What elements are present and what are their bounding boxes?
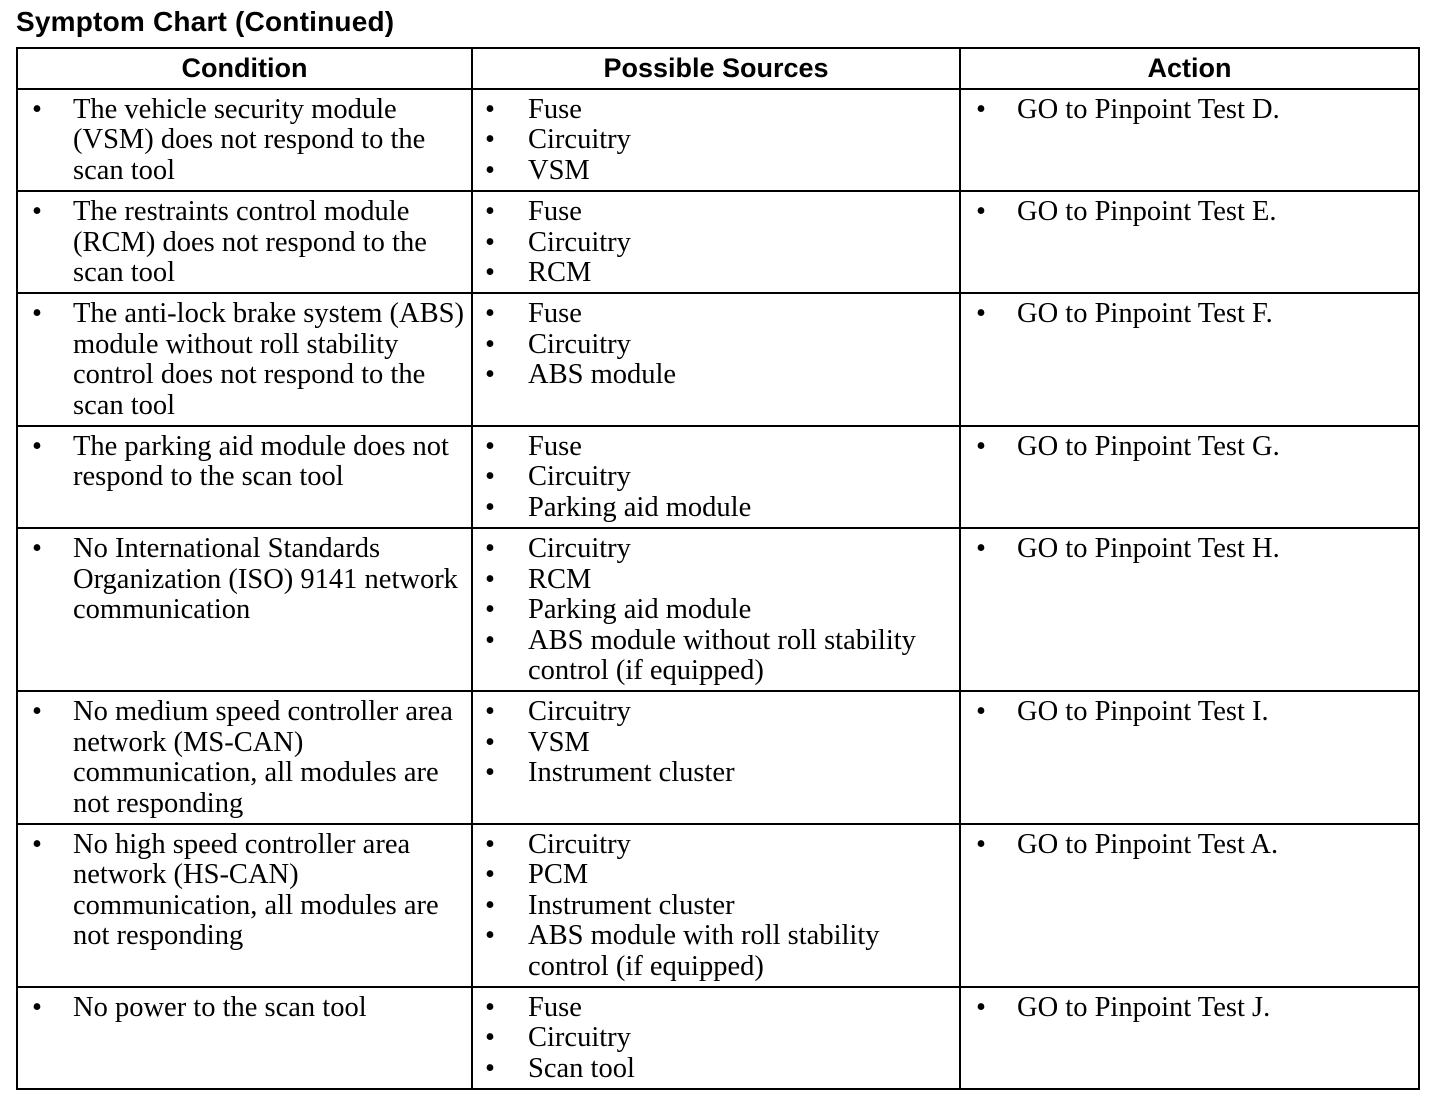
sources-cell: [472, 293, 960, 426]
bullet-icon: •: [485, 828, 495, 860]
action-cell: [960, 426, 1419, 528]
source-text: ABS module: [528, 359, 677, 391]
action-cell: [960, 89, 1419, 191]
bullet-icon: •: [485, 94, 495, 125]
sources-list: [473, 299, 959, 390]
source-list-item: [473, 493, 959, 523]
condition-list: [18, 697, 471, 819]
bullet-icon: •: [485, 1052, 495, 1084]
bullet-icon: •: [485, 196, 495, 228]
source-text: VSM: [528, 154, 590, 186]
action-list-item: [961, 197, 1418, 227]
bullet-icon: •: [976, 991, 986, 1023]
source-list-item: [473, 299, 959, 329]
condition-list: [18, 993, 471, 1023]
bullet-icon: •: [976, 533, 986, 565]
source-text: ABS module with roll stability control (if equipped): [528, 920, 880, 982]
action-list: [961, 95, 1418, 125]
condition-text: The restraints control module (RCM) does not respond to the scan tool: [73, 196, 427, 289]
bullet-icon: •: [32, 196, 42, 228]
condition-cell: [17, 528, 472, 691]
table-header-row: [17, 48, 1419, 89]
header-action: Action: [960, 48, 1419, 89]
bullet-icon: •: [485, 859, 495, 891]
bullet-icon: •: [32, 298, 42, 330]
source-text: Parking aid module: [528, 594, 752, 626]
sources-cell: [472, 824, 960, 987]
action-list: [961, 432, 1418, 462]
condition-cell: [17, 89, 472, 191]
source-list-item: [473, 595, 959, 625]
action-list: [961, 197, 1418, 227]
table-row: [17, 691, 1419, 824]
action-cell: [960, 987, 1419, 1089]
condition-list-item: [18, 993, 471, 1023]
source-list-item: [473, 462, 959, 492]
action-cell: [960, 191, 1419, 293]
bullet-icon: •: [485, 491, 495, 523]
sources-cell: [472, 528, 960, 691]
action-list: [961, 299, 1418, 329]
source-text: Parking aid module: [528, 491, 752, 523]
header-possible-sources: Possible Sources: [472, 48, 960, 89]
condition-cell: [17, 691, 472, 824]
source-list-item: [473, 860, 959, 890]
source-text: RCM: [528, 257, 592, 289]
bullet-icon: •: [485, 594, 495, 626]
bullet-icon: •: [485, 298, 495, 330]
source-text: VSM: [528, 726, 590, 758]
bullet-icon: •: [485, 533, 495, 565]
sources-cell: [472, 691, 960, 824]
action-list: [961, 830, 1418, 860]
condition-cell: [17, 191, 472, 293]
condition-list-item: [18, 697, 471, 819]
action-list-item: [961, 697, 1418, 727]
condition-text: No high speed controller area network (HS-CAN) communication, all modules are not responding: [73, 828, 439, 952]
action-list-item: [961, 299, 1418, 329]
source-text: Fuse: [528, 94, 582, 125]
action-text: GO to Pinpoint Test F.: [1017, 298, 1273, 330]
condition-list-item: [18, 432, 471, 493]
source-list-item: [473, 1023, 959, 1053]
bullet-icon: •: [976, 828, 986, 860]
bullet-icon: •: [485, 431, 495, 463]
bullet-icon: •: [485, 154, 495, 186]
bullet-icon: •: [485, 328, 495, 360]
source-text: Scan tool: [528, 1052, 635, 1084]
sources-list: [473, 432, 959, 523]
sources-cell: [472, 426, 960, 528]
condition-list: [18, 95, 471, 186]
table-row: [17, 426, 1419, 528]
source-list-item: [473, 830, 959, 860]
source-text: RCM: [528, 563, 592, 595]
sources-cell: [472, 191, 960, 293]
bullet-icon: •: [976, 431, 986, 463]
source-text: Fuse: [528, 196, 582, 228]
source-text: Fuse: [528, 431, 582, 463]
condition-list: [18, 830, 471, 952]
source-text: Circuitry: [528, 226, 631, 258]
source-text: PCM: [528, 859, 589, 891]
bullet-icon: •: [485, 563, 495, 595]
table-row: [17, 293, 1419, 426]
bullet-icon: •: [485, 226, 495, 258]
source-list-item: [473, 534, 959, 564]
source-list-item: [473, 125, 959, 155]
bullet-icon: •: [485, 124, 495, 156]
action-cell: [960, 824, 1419, 987]
source-text: Instrument cluster: [528, 757, 735, 789]
condition-cell: [17, 293, 472, 426]
table-row: [17, 987, 1419, 1089]
condition-list-item: [18, 830, 471, 952]
action-cell: [960, 528, 1419, 691]
bullet-icon: •: [485, 696, 495, 728]
bullet-icon: •: [976, 298, 986, 330]
bullet-icon: •: [485, 1022, 495, 1054]
bullet-icon: •: [485, 461, 495, 493]
table-row: [17, 528, 1419, 691]
source-list-item: [473, 697, 959, 727]
condition-list-item: [18, 95, 471, 186]
condition-cell: [17, 426, 472, 528]
source-list-item: [473, 891, 959, 921]
condition-list: [18, 197, 471, 288]
bullet-icon: •: [485, 920, 495, 952]
sources-list: [473, 993, 959, 1084]
condition-text: The vehicle security module (VSM) does not respond to the scan tool: [73, 94, 426, 186]
source-list-item: [473, 1054, 959, 1084]
table-row: [17, 89, 1419, 191]
header-condition: Condition: [17, 48, 472, 89]
sources-list: [473, 697, 959, 788]
action-cell: [960, 293, 1419, 426]
action-text: GO to Pinpoint Test E.: [1017, 196, 1277, 228]
action-list-item: [961, 432, 1418, 462]
action-list: [961, 993, 1418, 1023]
source-list-item: [473, 993, 959, 1023]
action-text: GO to Pinpoint Test H.: [1017, 533, 1280, 565]
bullet-icon: •: [32, 828, 42, 860]
source-text: Circuitry: [528, 696, 631, 728]
sources-list: [473, 830, 959, 982]
action-text: GO to Pinpoint Test I.: [1017, 696, 1269, 728]
source-text: Circuitry: [528, 828, 631, 860]
condition-text: The parking aid module does not respond to the scan tool: [73, 431, 449, 493]
condition-list-item: [18, 534, 471, 625]
bullet-icon: •: [32, 991, 42, 1023]
condition-list-item: [18, 197, 471, 288]
symptom-chart-table: [16, 47, 1420, 1090]
action-list-item: [961, 534, 1418, 564]
condition-text: No International Standards Organization (ISO) 9141 network communication: [73, 533, 458, 626]
table-body: [17, 89, 1419, 1089]
source-text: Circuitry: [528, 124, 631, 156]
source-text: Circuitry: [528, 533, 631, 565]
source-text: Circuitry: [528, 461, 631, 493]
source-list-item: [473, 197, 959, 227]
action-list-item: [961, 830, 1418, 860]
sources-cell: [472, 89, 960, 191]
bullet-icon: •: [485, 359, 495, 391]
bullet-icon: •: [485, 991, 495, 1023]
source-text: Fuse: [528, 991, 582, 1023]
bullet-icon: •: [976, 196, 986, 228]
action-list-item: [961, 95, 1418, 125]
source-list-item: [473, 258, 959, 288]
table-row: [17, 824, 1419, 987]
action-list-item: [961, 993, 1418, 1023]
source-list-item: [473, 330, 959, 360]
condition-cell: [17, 824, 472, 987]
bullet-icon: •: [32, 431, 42, 463]
condition-text: No medium speed controller area network (MS-CAN) communication, all modules are not responding: [73, 696, 453, 819]
sources-list: [473, 197, 959, 288]
bullet-icon: •: [485, 624, 495, 656]
source-list-item: [473, 95, 959, 125]
sources-list: [473, 534, 959, 686]
source-text: Fuse: [528, 298, 582, 330]
source-list-item: [473, 728, 959, 758]
condition-list: [18, 534, 471, 625]
source-list-item: [473, 565, 959, 595]
sources-cell: [472, 987, 960, 1089]
condition-cell: [17, 987, 472, 1089]
source-text: ABS module without roll stability control (if equipped): [528, 624, 916, 686]
condition-text: The anti-lock brake system (ABS) module without roll stability control does not respond to the scan tool: [73, 298, 464, 421]
source-list-item: [473, 360, 959, 390]
source-text: Circuitry: [528, 1022, 631, 1054]
bullet-icon: •: [485, 257, 495, 289]
action-text: GO to Pinpoint Test G.: [1017, 431, 1280, 463]
bullet-icon: •: [32, 696, 42, 728]
source-list-item: [473, 626, 959, 687]
condition-text: No power to the scan tool: [73, 991, 367, 1023]
bullet-icon: •: [485, 757, 495, 789]
condition-list-item: [18, 299, 471, 421]
source-list-item: [473, 156, 959, 186]
action-text: GO to Pinpoint Test J.: [1017, 991, 1271, 1023]
condition-list: [18, 432, 471, 493]
action-list: [961, 534, 1418, 564]
source-text: Circuitry: [528, 328, 631, 360]
source-list-item: [473, 432, 959, 462]
bullet-icon: •: [485, 889, 495, 921]
bullet-icon: •: [32, 94, 42, 125]
condition-list: [18, 299, 471, 421]
action-text: GO to Pinpoint Test D.: [1017, 94, 1280, 125]
source-list-item: [473, 758, 959, 788]
bullet-icon: •: [976, 94, 986, 125]
action-text: GO to Pinpoint Test A.: [1017, 828, 1279, 860]
action-list: [961, 697, 1418, 727]
sources-list: [473, 95, 959, 186]
table-row: [17, 191, 1419, 293]
bullet-icon: •: [976, 696, 986, 728]
bullet-icon: •: [32, 533, 42, 565]
source-text: Instrument cluster: [528, 889, 735, 921]
bullet-icon: •: [485, 726, 495, 758]
action-cell: [960, 691, 1419, 824]
source-list-item: [473, 228, 959, 258]
page-title: Symptom Chart (Continued): [16, 6, 395, 37]
source-list-item: [473, 921, 959, 982]
